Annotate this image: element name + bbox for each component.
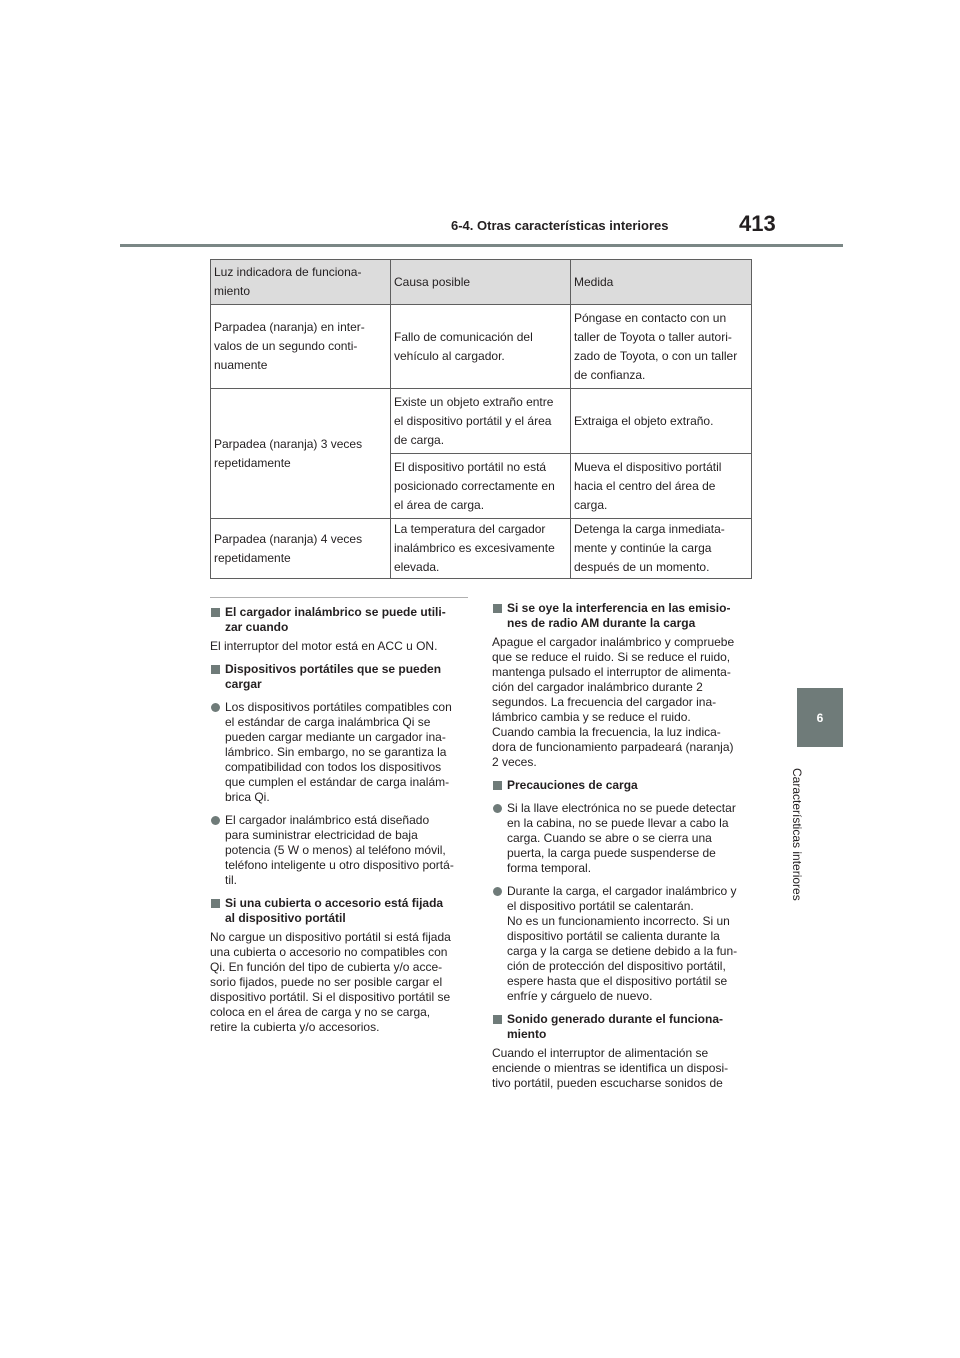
square-bullet-icon bbox=[493, 604, 502, 613]
table-header-cell: Luz indicadora de funciona- miento bbox=[211, 260, 391, 305]
bullet-text: Los dispositivos portátiles compatibles con el estándar de carga inalámbrica Qi se pueden cargar mediante un cargador ina- lámbrico. Sin embargo, no se garantiza la compatibilidad con todos los dispositivos que cumplen el estándar de carga inalám- brica Qi. bbox=[225, 700, 452, 804]
cause-cell: Fallo de comunicación del vehículo al cargador. bbox=[391, 305, 571, 389]
chapter-tab[interactable] bbox=[797, 688, 843, 747]
table-row bbox=[211, 389, 752, 454]
bullet-item bbox=[210, 813, 468, 888]
section-heading-text: Si una cubierta o accesorio está fijada al dispositivo portátil bbox=[225, 896, 444, 925]
section-heading-text: Si se oye la interferencia en las emisio- nes de radio AM durante la carga bbox=[507, 601, 731, 630]
section-heading-text: Dispositivos portátiles que se pueden cargar bbox=[225, 662, 442, 691]
action-cell: Póngase en contacto con un taller de Toyota o taller autori- zado de Toyota, o con un taller de confianza. bbox=[571, 305, 752, 389]
bullet-text: Durante la carga, el cargador inalámbrico y el dispositivo portátil se calentarán. No es un funcionamiento incorrecto. Si un dispositivo portátil se calienta durante la carga y la carga se detiene debido a la fun- ción de protección del dispositivo portátil, espere hasta que el dispositivo portátil se enfríe y cárguelo de nuevo. bbox=[507, 884, 738, 1003]
table-row bbox=[211, 519, 752, 579]
section-heading bbox=[210, 662, 468, 692]
section-heading bbox=[210, 605, 468, 635]
section-heading bbox=[210, 896, 468, 926]
body-text: No cargue un dispositivo portátil si está fijada una cubierta o accesorio no compatibles con Qi. En función del tipo de cubierta y/o acce- sorio fijados, puede no ser posible cargar el dispositivo portátil. Si el dispositivo portátil se coloca en el área de carga y no se carga, retire la cubierta y/o accesorios. bbox=[210, 930, 451, 1034]
square-bullet-icon bbox=[211, 899, 220, 908]
section-heading bbox=[492, 778, 750, 793]
left-column bbox=[210, 597, 468, 1035]
chapter-number: 6 bbox=[816, 710, 824, 725]
circle-bullet-icon bbox=[493, 887, 502, 896]
circle-bullet-icon bbox=[211, 816, 220, 825]
body-text: El interruptor del motor está en ACC u ON. bbox=[210, 639, 438, 653]
header-rule bbox=[120, 244, 843, 247]
table-header-cell: Causa posible bbox=[391, 260, 571, 305]
indicator-cell: Parpadea (naranja) 3 veces repetidamente bbox=[211, 389, 391, 519]
section-heading bbox=[492, 1012, 750, 1042]
square-bullet-icon bbox=[493, 781, 502, 790]
bullet-item bbox=[492, 884, 750, 1004]
bullet-text: Si la llave electrónica no se puede detectar en la cabina, no se puede llevar a cabo la carga. Cuando se abre o se cierra una puerta, la carga puede suspenderse de forma temporal. bbox=[507, 801, 736, 875]
troubleshooting-table bbox=[210, 259, 752, 579]
body-text: Apague el cargador inalámbrico y compruebe que se reduce el ruido. Si se reduce el ruido, mantenga pulsado el interruptor de alimenta- ción del cargador inalámbrico durante 2 segundos. La frecuencia del cargador ina- lámbrico cambia y se reduce el ruido. Cuando cambia la frecuencia, la luz indica- dora de funcionamiento parpadeará (naranja) 2 veces. bbox=[492, 635, 735, 769]
bullet-item bbox=[210, 700, 468, 805]
section-heading bbox=[492, 601, 750, 631]
action-cell: Extraiga el objeto extraño. bbox=[571, 389, 752, 454]
table-header-cell: Medida bbox=[571, 260, 752, 305]
section-title: 6-4. Otras características interiores bbox=[451, 218, 669, 233]
action-cell: Detenga la carga inmediata- mente y continúe la carga después de un momento. bbox=[571, 519, 752, 579]
bullet-item bbox=[492, 801, 750, 876]
indicator-cell: Parpadea (naranja) en inter- valos de un segundo conti- nuamente bbox=[211, 305, 391, 389]
section-heading-text: Sonido generado durante el funciona- miento bbox=[507, 1012, 724, 1041]
indicator-cell: Parpadea (naranja) 4 veces repetidamente bbox=[211, 519, 391, 579]
bullet-text: El cargador inalámbrico está diseñado para suministrar electricidad de baja potencia (5 W o menos) al teléfono móvil, teléfono inteligente u otro dispositivo portá- til. bbox=[225, 813, 454, 887]
chapter-label: Características interiores bbox=[790, 767, 804, 901]
square-bullet-icon bbox=[493, 1015, 502, 1024]
table-header-row bbox=[211, 260, 752, 305]
circle-bullet-icon bbox=[493, 804, 502, 813]
section-heading-text: El cargador inalámbrico se puede utili- zar cuando bbox=[225, 605, 446, 634]
action-cell: Mueva el dispositivo portátil hacia el centro del área de carga. bbox=[571, 454, 752, 519]
page-number: 413 bbox=[739, 211, 776, 236]
cause-cell: El dispositivo portátil no está posicionado correctamente en el área de carga. bbox=[391, 454, 571, 519]
body-text: Cuando el interruptor de alimentación se enciende o mientras se identifica un disposi- tivo portátil, pueden escucharse sonidos de bbox=[492, 1046, 729, 1090]
cause-cell: La temperatura del cargador inalámbrico es excesivamente elevada. bbox=[391, 519, 571, 579]
table-row bbox=[211, 305, 752, 389]
square-bullet-icon bbox=[211, 665, 220, 674]
circle-bullet-icon bbox=[211, 703, 220, 712]
square-bullet-icon bbox=[211, 608, 220, 617]
right-column bbox=[492, 597, 750, 1091]
cause-cell: Existe un objeto extraño entre el dispositivo portátil y el área de carga. bbox=[391, 389, 571, 454]
section-heading-text: Precauciones de carga bbox=[507, 778, 638, 792]
